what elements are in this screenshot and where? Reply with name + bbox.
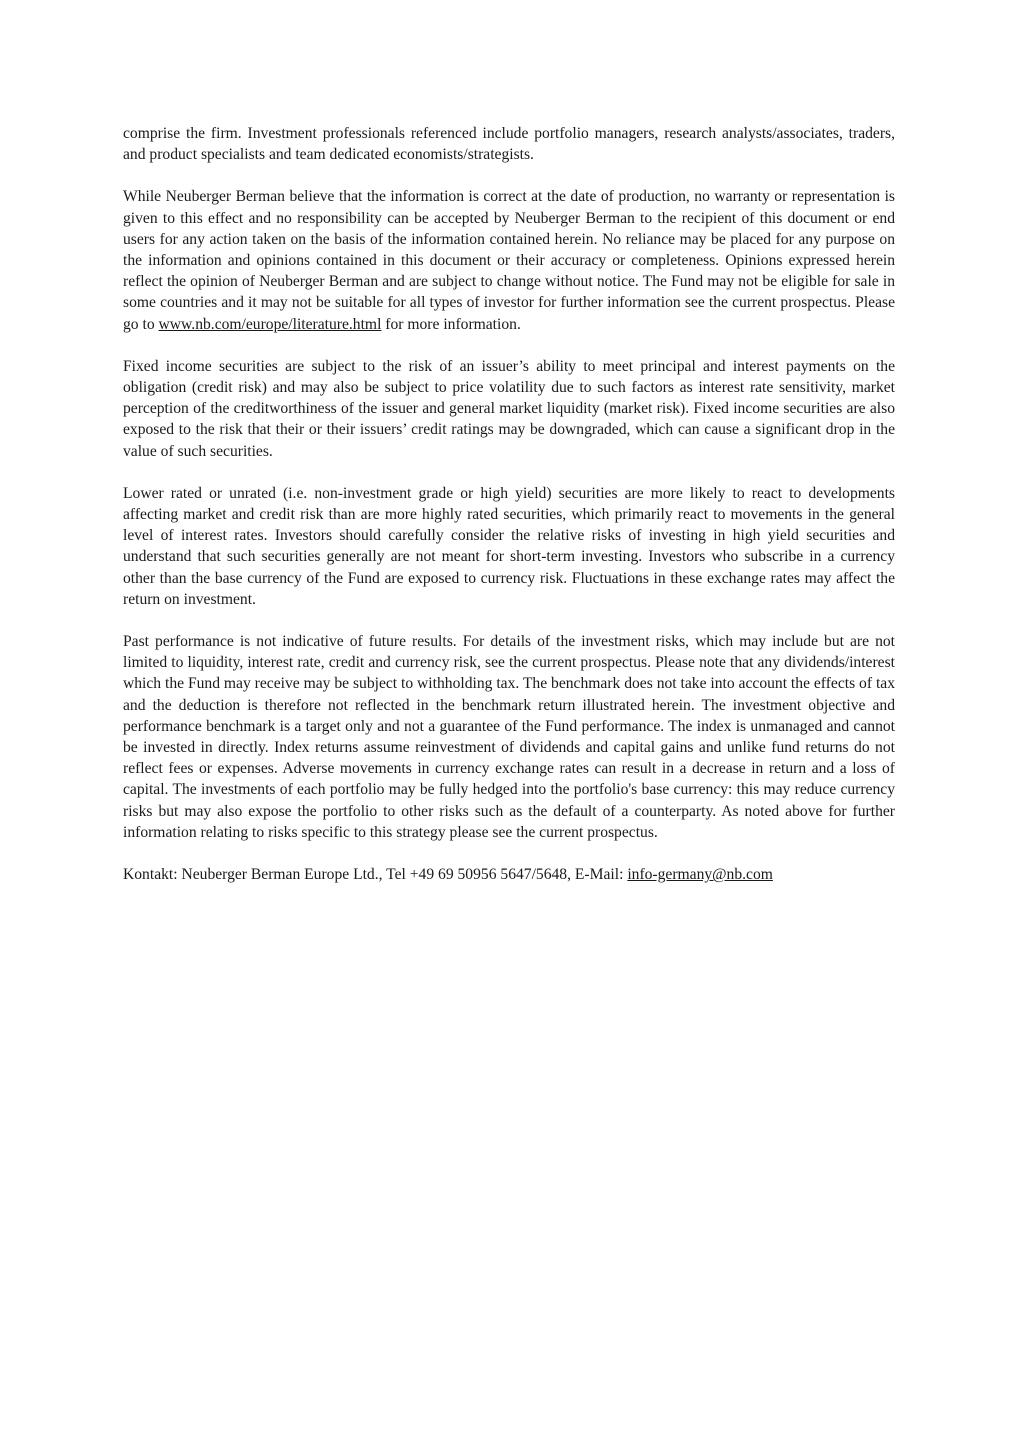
email-link[interactable]: info-germany@nb.com (627, 866, 773, 884)
warranty-text: While Neuberger Berman believe that the information is correct at the date of production, no warranty or representation is given to this effect and no responsibility can be accepted by Neuberger Berman to the recipient of this document or end users for any action taken on the basis of the information contained herein. No reliance may be placed for any purpose on the information and opinions contained in this document or their accuracy or completeness. Opinions expressed herein reflect the opinion of Neuberger Berman and are subject to change without notice. The Fund may not be eligible for sale in some countries and it may not be suitable for all types of investor for further information see the current prospectus. Please go to (123, 188, 895, 333)
paragraph-past-performance: Past performance is not indicative of future results. For details of the investment risks, which may include but are not limited to liquidity, interest rate, credit and currency risk, see the current prospectus. Please note that any dividends/interest which the Fund may receive may be subject to withholding tax. The benchmark does not take into account the effects of tax and the deduction is therefore not reflected in the benchmark return illustrated herein. The investment objective and performance benchmark is a target only and not a guarantee of the Fund performance. The index is unmanaged and cannot be invested in directly. Index returns assume reinvestment of dividends and capital gains and unlike fund returns do not reflect fees or expenses. Adverse movements in currency exchange rates can result in a decrease in return and a loss of capital. The investments of each portfolio may be fully hedged into the portfolio's base currency: this may reduce currency risks but may also expose the portfolio to other risks such as the default of a counterparty. As noted above for further information relating to risks specific to this strategy please see the current prospectus. (123, 633, 895, 841)
literature-link[interactable]: www.nb.com/europe/literature.html (158, 315, 382, 333)
contact-text: Kontakt: Neuberger Berman Europe Ltd., Tel +49 69 50956 5647/5648, E-Mail: (123, 866, 628, 884)
paragraph-fixed-income-risk: Fixed income securities are subject to the risk of an issuer’s ability to meet principal and interest payments on the obligation (credit risk) and may also be subject to price volatility due to such factors as interest rate sensitivity, market perception of the creditworthiness of the issuer and general market liquidity (market risk). Fixed income securities are also exposed to the risk that their or their issuers’ credit ratings may be downgraded, which can cause a significant drop in the value of such securities. (123, 357, 895, 460)
paragraph-high-yield-risk: Lower rated or unrated (i.e. non-investment grade or high yield) securities are more likely to react to developments affecting market and credit risk than are more highly rated securities, which primarily react to movements in the general level of interest rates. Investors should carefully consider the relative risks of investing in high yield securities and understand that such securities generally are not meant for short-term investing. Investors who subscribe in a currency other than the base currency of the Fund are exposed to currency risk. Fluctuations in these exchange rates may affect the return on investment. (123, 484, 895, 608)
warranty-text-end: for more information. (381, 315, 521, 333)
paragraph-warranty-disclaimer (123, 186, 895, 334)
contact-line (123, 864, 895, 885)
paragraph-investment-professionals: comprise the firm. Investment professionals referenced include portfolio managers, research analysts/associates, traders, and product specialists and team dedicated economists/strategists. (123, 125, 895, 164)
document-page (123, 123, 895, 906)
